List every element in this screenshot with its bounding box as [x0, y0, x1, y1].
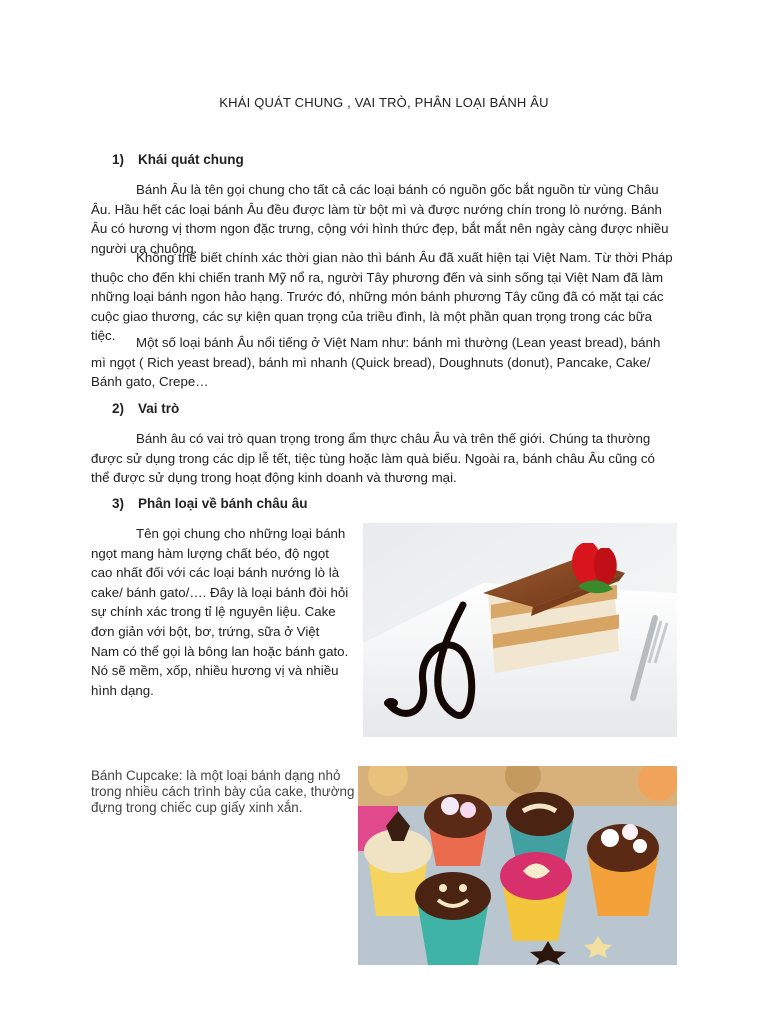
- section-3-title: Phân loại về bánh châu âu: [138, 496, 308, 511]
- section-1-title: Khái quát chung: [138, 152, 244, 167]
- cupcake-description: Bánh Cupcake: là một loại bánh dạng nhỏ trong nhiều cách trình bày của cake, thường đựng trong chiếc cup giấy xinh xắn.: [91, 768, 355, 815]
- cupcakes-image: [358, 766, 677, 965]
- section-2-paragraph-1: Bánh âu có vai trò quan trọng trong ẩm thực châu Âu và trên thế giới. Chúng ta thường được sử dụng trong các dịp lễ tết, tiệc tùng hoặc làm quà biếu. Ngoài ra, bánh châu Âu cũng có thể được sử dụng trong hoạt động kinh doanh và thương mại.: [91, 431, 655, 486]
- section-1-paragraph-2: Không thể biết chính xác thời gian nào thì bánh Âu đã xuất hiện tại Việt Nam. Từ thời Pháp thuộc cho đến khi chiến tranh Mỹ nổ ra, người Tây phương đến và sinh sống tại Việt Nam đã làm những loại bánh ngon hảo hạng. Trước đó, những món bánh phương Tây cũng đã có mặt tại các cuộc giao thương, các sự kiện quan trọng của triều đình, là một phần quan trọng trong các bữa tiệc.: [91, 250, 673, 344]
- section-2-number: 2): [112, 401, 125, 416]
- tiramisu-image: [363, 523, 677, 737]
- document-title: KHÁI QUÁT CHUNG , VAI TRÒ, PHÂN LOẠI BÁNH ÂU: [219, 95, 549, 110]
- section-3-heading: [112, 496, 308, 511]
- section-1-heading: [112, 152, 244, 167]
- section-3-number: 3): [112, 496, 125, 511]
- section-2-heading: [112, 401, 179, 416]
- section-1-paragraph-1: Bánh Âu là tên gọi chung cho tất cả các loại bánh có nguồn gốc bắt nguồn từ vùng Châu Âu. Hầu hết các loại bánh Âu đều được làm từ bột mì và được nướng chín trong lò nướng. Bánh Âu có hương vị thơm ngon đặc trưng, cộng với hình thức đẹp, bắt mắt nên ngày càng được nhiều người ưa chuộng.: [91, 182, 669, 256]
- section-3-paragraph-1: Tên gọi chung cho những loại bánh ngọt mang hàm lượng chất béo, độ ngọt cao nhất đối với các loại bánh nướng lò là cake/ bánh gato/…. Đây là loại bánh đòi hỏi sự chính xác trong tỉ lệ nguyên liệu. Cake đơn giản với bột, bơ, trứng, sữa ở Việt Nam có thể gọi là bông lan hoặc bánh gato. Nó sẽ mềm, xốp, nhiều hương vị và nhiều hình dạng.: [91, 526, 349, 698]
- section-1-paragraph-3: Một số loại bánh Âu nổi tiếng ở Việt Nam như: bánh mì thường (Lean yeast bread), bánh mì ngọt ( Rich yeast bread), bánh mì nhanh (Quick bread), Doughnuts (donut), Pancake, Cake/ Bánh gato, Crepe…: [91, 335, 661, 390]
- section-1-number: 1): [112, 152, 125, 167]
- section-2-title: Vai trò: [138, 401, 180, 416]
